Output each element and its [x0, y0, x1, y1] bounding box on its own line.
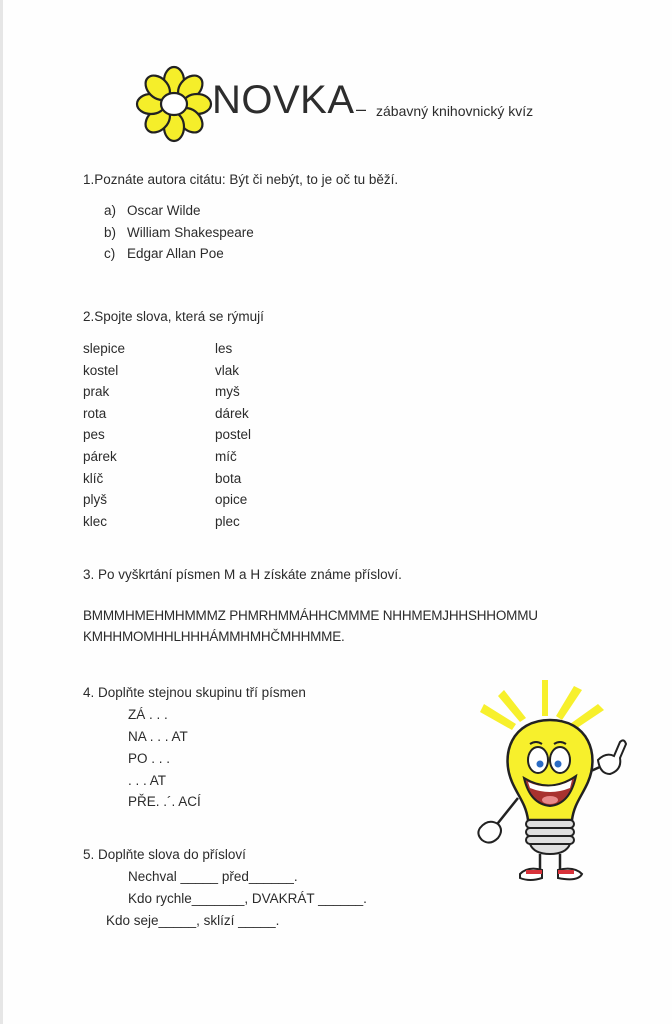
rhyme-right-column: [215, 338, 251, 532]
option-text: Edgar Allan Poe: [127, 246, 224, 261]
page-edge: [0, 0, 3, 1024]
question-5: 5. Doplňte slova do přísloví: [83, 847, 246, 862]
fill-item: PO . . .: [128, 751, 171, 766]
title-dash: –: [356, 99, 367, 119]
option-text: William Shakespeare: [127, 225, 254, 240]
fill-item: ZÁ . . .: [128, 707, 168, 722]
word: opice: [215, 492, 248, 508]
question-2: 2.Spojte slova, která se rýmují: [83, 309, 264, 324]
option-text: Oscar Wilde: [127, 203, 201, 218]
word: les: [215, 341, 233, 356]
fill-item: PŘE. .´. ACÍ: [128, 794, 201, 809]
word: plec: [215, 513, 240, 529]
puzzle-line-1: BMMMHMEHMHMMMZ PHMRHMMÁHHCMMME NHHMEMJHHSHHOMMU: [83, 608, 538, 623]
word: plyš: [83, 492, 108, 508]
fill-item: NA . . . AT: [128, 729, 188, 744]
option-letter: c): [104, 246, 116, 261]
quiz-subtitle: zábavný knihovnický kvíz: [376, 103, 534, 119]
word: klíč: [83, 470, 104, 486]
question-4: 4. Doplňte stejnou skupinu tří písmen: [83, 685, 306, 700]
option-letter: b): [104, 225, 117, 240]
quiz-title: NOVKA: [212, 78, 355, 122]
option-letter: a): [104, 203, 117, 218]
word: bota: [215, 470, 242, 486]
puzzle-line-2: KMHHMOMHHLHHHÁMMHMHČMHHMME.: [83, 629, 345, 644]
word: pes: [83, 427, 105, 443]
lightbulb-character-icon: [470, 678, 630, 888]
word: míč: [215, 448, 237, 464]
proverb-line: Kdo seje_____, sklízí _____.: [106, 913, 280, 928]
fill-item: . . . AT: [128, 773, 167, 788]
proverb-line: Kdo rychle_______, DVAKRÁT ______.: [128, 891, 367, 906]
word: vlak: [215, 362, 240, 378]
question-1: 1.Poznáte autora citátu: Být či nebýt, to je oč tu běží.: [83, 172, 399, 187]
word: postel: [215, 427, 252, 443]
word: párek: [83, 448, 117, 464]
proverb-line: Nechval _____ před______.: [128, 869, 298, 884]
word: klec: [83, 513, 108, 529]
word: slepice: [83, 341, 126, 356]
flower-icon: [134, 64, 214, 144]
word: dárek: [215, 405, 249, 421]
word: kostel: [83, 362, 119, 378]
word: myš: [215, 384, 240, 400]
question-3: 3. Po vyškrtání písmen M a H získáte známe přísloví.: [83, 567, 402, 582]
rhyme-left-column: [83, 338, 125, 532]
word: rota: [83, 405, 107, 421]
word: prak: [83, 384, 110, 400]
